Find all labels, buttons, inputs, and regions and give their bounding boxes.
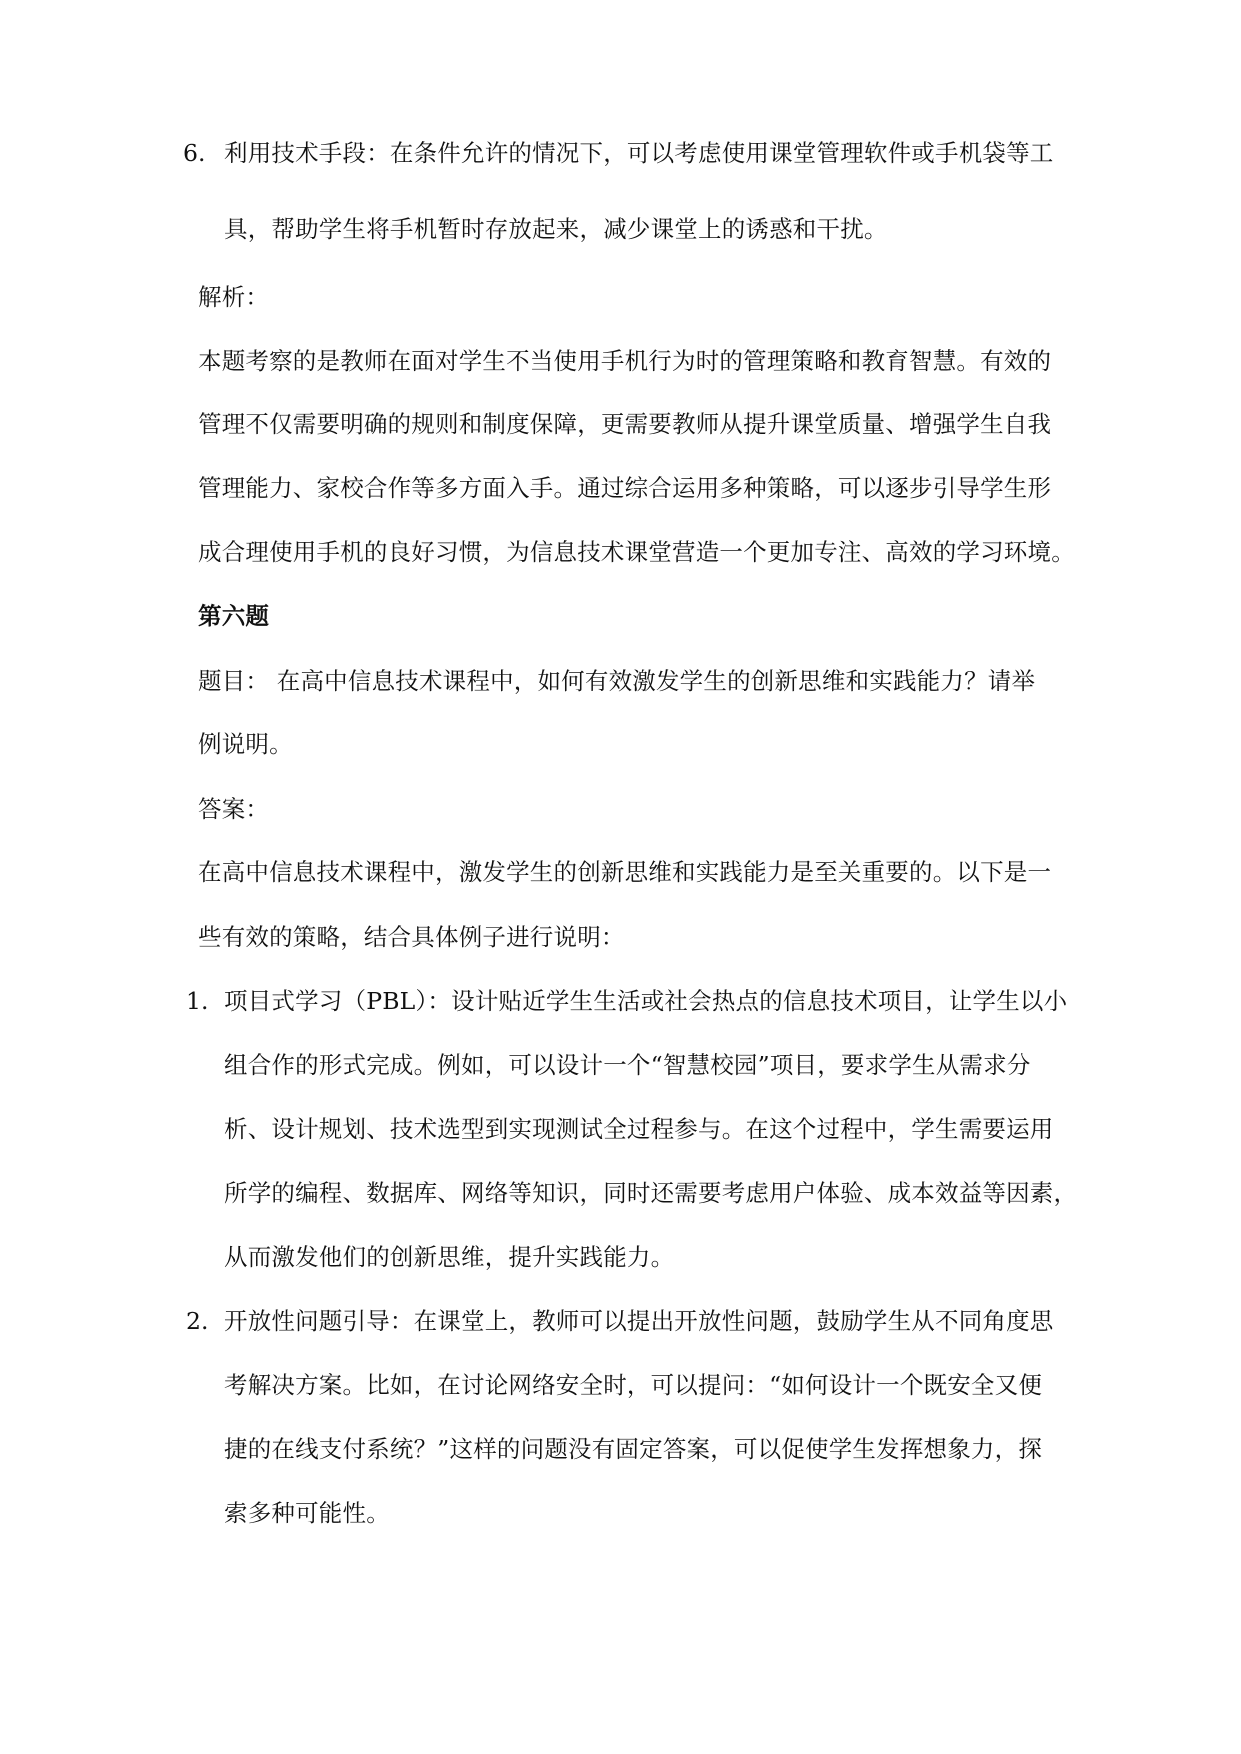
question-6-heading: 第六题 xyxy=(198,602,270,630)
analysis-line-4: 成合理使用手机的良好习惯，为信息技术课堂营造一个更加专注、高效的学习环境。 xyxy=(198,538,1075,566)
answer-intro-line-1: 在高中信息技术课程中，激发学生的创新思维和实践能力是至关重要的。以下是一 xyxy=(198,858,1052,886)
item-6-line-2: 具，帮助学生将手机暂时存放起来，减少课堂上的诱惑和干扰。 xyxy=(224,215,888,243)
list-item-2-line-3: 捷的在线支付系统？”这样的问题没有固定答案，可以促使学生发挥想象力，探 xyxy=(224,1435,1043,1463)
analysis-label: 解析： xyxy=(198,283,270,311)
analysis-line-2: 管理不仅需要明确的规则和制度保障，更需要教师从提升课堂质量、增强学生自我 xyxy=(198,410,1052,438)
answer-label: 答案： xyxy=(198,795,270,823)
item-6-line-1: 利用技术手段：在条件允许的情况下，可以考虑使用课堂管理软件或手机袋等工 xyxy=(224,139,1054,167)
list-item-1-number: 1. xyxy=(186,987,209,1015)
question-6-prompt-line-2: 例说明。 xyxy=(198,730,293,758)
list-item-2-line-1: 开放性问题引导：在课堂上，教师可以提出开放性问题，鼓励学生从不同角度思 xyxy=(224,1307,1054,1335)
list-item-1-line-1: 项目式学习（PBL）：设计贴近学生生活或社会热点的信息技术项目，让学生以小 xyxy=(224,987,1068,1015)
list-item-2-line-4: 索多种可能性。 xyxy=(224,1499,390,1527)
answer-intro-line-2: 些有效的策略，结合具体例子进行说明： xyxy=(198,923,625,951)
analysis-line-1: 本题考察的是教师在面对学生不当使用手机行为时的管理策略和教育智慧。有效的 xyxy=(198,347,1052,375)
analysis-line-3: 管理能力、家校合作等多方面入手。通过综合运用多种策略，可以逐步引导学生形 xyxy=(198,474,1052,502)
item-6-number: 6. xyxy=(183,139,206,167)
list-item-1-line-2: 组合作的形式完成。例如，可以设计一个“智慧校园”项目，要求学生从需求分 xyxy=(224,1051,1031,1079)
list-item-1-line-4: 所学的编程、数据库、网络等知识，同时还需要考虑用户体验、成本效益等因素， xyxy=(224,1179,1078,1207)
list-item-1-line-3: 析、设计规划、技术选型到实现测试全过程参与。在这个过程中，学生需要运用 xyxy=(224,1115,1054,1143)
question-6-prompt-line-1: 题目： 在高中信息技术课程中，如何有效激发学生的创新思维和实践能力？请举 xyxy=(198,667,1036,695)
list-item-2-line-2: 考解决方案。比如，在讨论网络安全时，可以提问：“如何设计一个既安全又便 xyxy=(224,1371,1043,1399)
list-item-1-line-5: 从而激发他们的创新思维，提升实践能力。 xyxy=(224,1243,675,1271)
list-item-2-number: 2. xyxy=(186,1307,209,1335)
